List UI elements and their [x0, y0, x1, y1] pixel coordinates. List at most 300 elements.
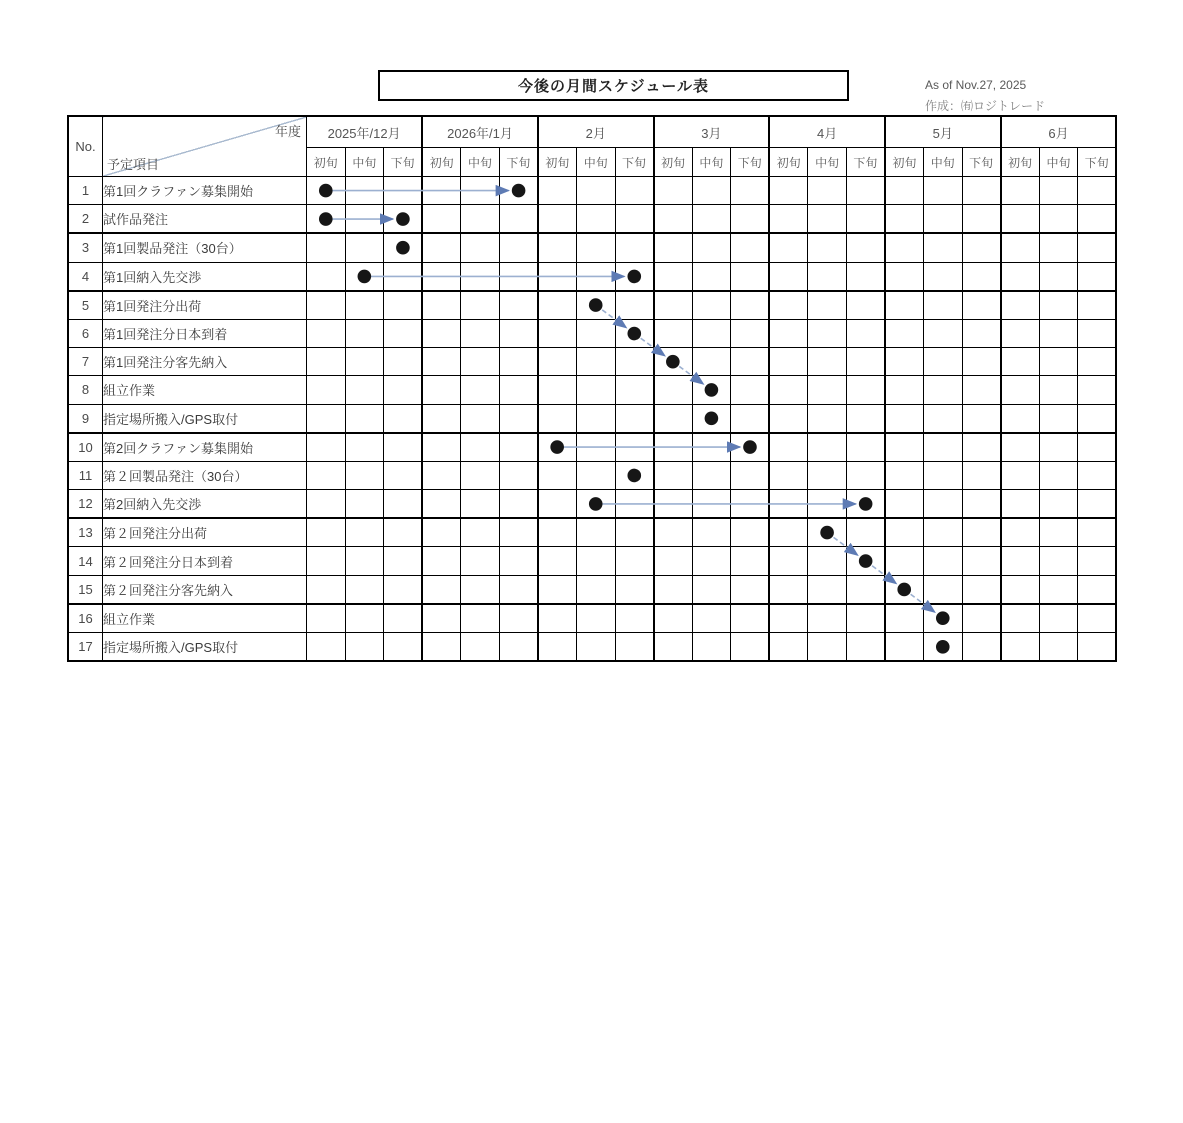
- grid-cell: [962, 518, 1001, 547]
- grid-cell: [615, 291, 654, 320]
- grid-cell: [1001, 233, 1040, 262]
- grid-cell: [1001, 604, 1040, 633]
- grid-cell: [615, 404, 654, 433]
- grid-cell: [461, 490, 500, 519]
- task-label: 第1回発注分日本到着: [103, 319, 307, 347]
- grid-cell: [731, 575, 770, 604]
- grid-cell: [769, 461, 808, 489]
- grid-cell: [461, 262, 500, 291]
- grid-cell: [808, 604, 847, 633]
- grid-cell: [307, 490, 346, 519]
- grid-cell: [962, 348, 1001, 376]
- grid-cell: [422, 177, 461, 205]
- grid-cell: [924, 633, 963, 662]
- grid-cell: [769, 233, 808, 262]
- grid-cell: [692, 291, 731, 320]
- grid-cell: [345, 205, 384, 234]
- grid-cell: [808, 291, 847, 320]
- task-label: 第２回製品発注（30台）: [103, 461, 307, 489]
- grid-cell: [962, 461, 1001, 489]
- task-number: 16: [68, 604, 103, 633]
- grid-cell: [731, 177, 770, 205]
- task-label: 第２回発注分日本到着: [103, 547, 307, 575]
- grid-cell: [962, 262, 1001, 291]
- task-row: [68, 518, 1116, 547]
- grid-cell: [924, 461, 963, 489]
- grid-cell: [384, 633, 423, 662]
- grid-cell: [808, 262, 847, 291]
- grid-cell: [538, 233, 577, 262]
- grid-cell: [1078, 233, 1117, 262]
- grid-cell: [1001, 575, 1040, 604]
- grid-cell: [1039, 291, 1078, 320]
- grid-cell: [885, 233, 924, 262]
- task-row: [68, 633, 1116, 662]
- grid-cell: [654, 604, 693, 633]
- grid-cell: [307, 291, 346, 320]
- task-number: 6: [68, 319, 103, 347]
- grid-cell: [1001, 490, 1040, 519]
- grid-cell: [461, 376, 500, 404]
- task-label: 指定場所搬入/GPS取付: [103, 633, 307, 662]
- grid-cell: [924, 575, 963, 604]
- grid-cell: [384, 177, 423, 205]
- task-row: [68, 433, 1116, 462]
- grid-cell: [307, 348, 346, 376]
- grid-cell: [1001, 404, 1040, 433]
- grid-cell: [731, 348, 770, 376]
- grid-cell: [1078, 177, 1117, 205]
- grid-cell: [808, 404, 847, 433]
- grid-cell: [384, 461, 423, 489]
- grid-cell: [307, 604, 346, 633]
- grid-cell: [731, 404, 770, 433]
- grid-cell: [808, 490, 847, 519]
- grid-cell: [962, 433, 1001, 462]
- grid-cell: [461, 547, 500, 575]
- grid-cell: [345, 518, 384, 547]
- grid-cell: [731, 461, 770, 489]
- grid-cell: [769, 490, 808, 519]
- grid-cell: [846, 348, 885, 376]
- task-label: 第1回製品発注（30台）: [103, 233, 307, 262]
- task-number: 2: [68, 205, 103, 234]
- grid-cell: [1078, 291, 1117, 320]
- grid-cell: [1001, 461, 1040, 489]
- task-number: 8: [68, 376, 103, 404]
- grid-cell: [1078, 348, 1117, 376]
- grid-cell: [499, 547, 538, 575]
- grid-cell: [499, 575, 538, 604]
- grid-cell: [654, 518, 693, 547]
- grid-cell: [692, 547, 731, 575]
- month-header: 5月: [885, 116, 1001, 148]
- grid-cell: [1039, 575, 1078, 604]
- grid-cell: [846, 575, 885, 604]
- grid-cell: [1001, 518, 1040, 547]
- grid-cell: [576, 547, 615, 575]
- grid-cell: [499, 461, 538, 489]
- task-label: 第1回クラファン募集開始: [103, 177, 307, 205]
- grid-cell: [461, 404, 500, 433]
- page-title: [378, 70, 849, 101]
- task-row: [68, 205, 1116, 234]
- grid-cell: [692, 633, 731, 662]
- grid-cell: [846, 547, 885, 575]
- grid-cell: [654, 547, 693, 575]
- grid-cell: [1039, 604, 1078, 633]
- page-title-text: 今後の月間スケジュール表: [517, 78, 710, 95]
- task-label: 組立作業: [103, 376, 307, 404]
- grid-cell: [692, 404, 731, 433]
- period-header: 下旬: [731, 148, 770, 177]
- grid-cell: [461, 205, 500, 234]
- grid-cell: [731, 319, 770, 347]
- grid-cell: [422, 433, 461, 462]
- grid-cell: [461, 633, 500, 662]
- grid-cell: [461, 518, 500, 547]
- grid-cell: [769, 575, 808, 604]
- grid-cell: [384, 518, 423, 547]
- grid-cell: [615, 518, 654, 547]
- grid-cell: [924, 433, 963, 462]
- grid-cell: [692, 177, 731, 205]
- task-label: 第２回発注分客先納入: [103, 575, 307, 604]
- grid-cell: [538, 262, 577, 291]
- grid-cell: [422, 319, 461, 347]
- grid-cell: [345, 547, 384, 575]
- grid-cell: [1039, 177, 1078, 205]
- grid-cell: [422, 490, 461, 519]
- task-label: 試作品発注: [103, 205, 307, 234]
- grid-cell: [1078, 433, 1117, 462]
- grid-cell: [499, 490, 538, 519]
- grid-cell: [924, 518, 963, 547]
- grid-cell: [654, 348, 693, 376]
- grid-cell: [384, 547, 423, 575]
- grid-cell: [885, 291, 924, 320]
- grid-cell: [345, 604, 384, 633]
- grid-cell: [307, 547, 346, 575]
- grid-cell: [654, 205, 693, 234]
- grid-cell: [1039, 547, 1078, 575]
- grid-cell: [692, 518, 731, 547]
- grid-cell: [422, 461, 461, 489]
- grid-cell: [924, 547, 963, 575]
- grid-cell: [692, 604, 731, 633]
- grid-cell: [538, 518, 577, 547]
- grid-cell: [499, 177, 538, 205]
- grid-cell: [615, 604, 654, 633]
- task-label: 指定場所搬入/GPS取付: [103, 404, 307, 433]
- no-column-header: No.: [68, 116, 103, 177]
- grid-cell: [1001, 319, 1040, 347]
- grid-cell: [384, 319, 423, 347]
- grid-cell: [808, 376, 847, 404]
- grid-cell: [962, 319, 1001, 347]
- grid-cell: [422, 604, 461, 633]
- grid-cell: [962, 376, 1001, 404]
- task-number: 1: [68, 177, 103, 205]
- grid-cell: [1078, 547, 1117, 575]
- grid-cell: [1039, 490, 1078, 519]
- grid-cell: [1078, 376, 1117, 404]
- grid-cell: [769, 348, 808, 376]
- grid-cell: [962, 633, 1001, 662]
- grid-cell: [615, 233, 654, 262]
- grid-cell: [345, 433, 384, 462]
- grid-cell: [307, 177, 346, 205]
- task-row: [68, 604, 1116, 633]
- grid-cell: [1078, 575, 1117, 604]
- grid-cell: [962, 291, 1001, 320]
- period-header: 中旬: [1039, 148, 1078, 177]
- grid-cell: [846, 490, 885, 519]
- month-header: 2026年/1月: [422, 116, 538, 148]
- grid-cell: [1039, 262, 1078, 291]
- grid-cell: [1039, 461, 1078, 489]
- grid-cell: [846, 461, 885, 489]
- grid-cell: [615, 348, 654, 376]
- grid-cell: [615, 319, 654, 347]
- grid-cell: [1039, 633, 1078, 662]
- grid-cell: [538, 547, 577, 575]
- grid-cell: [654, 291, 693, 320]
- grid-cell: [461, 433, 500, 462]
- grid-cell: [924, 205, 963, 234]
- grid-cell: [962, 604, 1001, 633]
- grid-cell: [307, 633, 346, 662]
- grid-cell: [808, 205, 847, 234]
- period-header: 中旬: [576, 148, 615, 177]
- grid-cell: [307, 404, 346, 433]
- period-header: 中旬: [345, 148, 384, 177]
- task-number: 3: [68, 233, 103, 262]
- grid-cell: [1001, 262, 1040, 291]
- grid-cell: [345, 461, 384, 489]
- grid-cell: [384, 205, 423, 234]
- grid-cell: [846, 433, 885, 462]
- grid-cell: [615, 633, 654, 662]
- grid-cell: [1078, 461, 1117, 489]
- grid-cell: [654, 633, 693, 662]
- grid-cell: [1078, 490, 1117, 519]
- grid-cell: [1001, 348, 1040, 376]
- grid-cell: [1001, 433, 1040, 462]
- grid-cell: [885, 404, 924, 433]
- task-row: [68, 319, 1116, 347]
- grid-cell: [538, 604, 577, 633]
- grid-cell: [499, 348, 538, 376]
- grid-cell: [345, 404, 384, 433]
- grid-cell: [731, 262, 770, 291]
- grid-cell: [731, 490, 770, 519]
- grid-cell: [461, 291, 500, 320]
- period-header: 中旬: [924, 148, 963, 177]
- grid-cell: [345, 262, 384, 291]
- grid-cell: [654, 177, 693, 205]
- grid-cell: [576, 461, 615, 489]
- task-row: [68, 233, 1116, 262]
- period-header: 初旬: [1001, 148, 1040, 177]
- grid-cell: [307, 376, 346, 404]
- schedule-table: [67, 115, 1117, 662]
- grid-cell: [461, 575, 500, 604]
- grid-cell: [808, 433, 847, 462]
- task-row: [68, 461, 1116, 489]
- grid-cell: [1001, 205, 1040, 234]
- grid-cell: [1078, 633, 1117, 662]
- grid-cell: [576, 433, 615, 462]
- task-label: 第1回納入先交渉: [103, 262, 307, 291]
- grid-cell: [576, 205, 615, 234]
- grid-cell: [384, 348, 423, 376]
- grid-cell: [384, 433, 423, 462]
- grid-cell: [769, 404, 808, 433]
- grid-cell: [1039, 518, 1078, 547]
- task-number: 5: [68, 291, 103, 320]
- grid-cell: [1001, 547, 1040, 575]
- grid-cell: [808, 575, 847, 604]
- task-row: [68, 404, 1116, 433]
- grid-cell: [576, 404, 615, 433]
- grid-cell: [808, 461, 847, 489]
- grid-cell: [962, 490, 1001, 519]
- grid-cell: [769, 291, 808, 320]
- grid-cell: [499, 262, 538, 291]
- grid-cell: [499, 233, 538, 262]
- grid-cell: [461, 348, 500, 376]
- grid-cell: [1039, 205, 1078, 234]
- grid-cell: [769, 433, 808, 462]
- grid-cell: [654, 376, 693, 404]
- grid-cell: [924, 604, 963, 633]
- grid-cell: [1039, 348, 1078, 376]
- grid-cell: [692, 433, 731, 462]
- period-header: 初旬: [307, 148, 346, 177]
- grid-cell: [692, 575, 731, 604]
- grid-cell: [576, 319, 615, 347]
- task-row: [68, 177, 1116, 205]
- grid-cell: [808, 319, 847, 347]
- grid-cell: [731, 633, 770, 662]
- task-number: 15: [68, 575, 103, 604]
- grid-cell: [924, 177, 963, 205]
- grid-cell: [538, 461, 577, 489]
- author-credit: 作成：㈲ロジトレード: [925, 99, 1046, 113]
- task-row: [68, 376, 1116, 404]
- month-header: 3月: [654, 116, 770, 148]
- grid-cell: [499, 518, 538, 547]
- grid-cell: [576, 633, 615, 662]
- grid-cell: [692, 490, 731, 519]
- grid-cell: [615, 177, 654, 205]
- grid-cell: [1039, 433, 1078, 462]
- grid-cell: [345, 376, 384, 404]
- grid-cell: [345, 177, 384, 205]
- grid-cell: [345, 633, 384, 662]
- grid-cell: [654, 575, 693, 604]
- grid-cell: [885, 461, 924, 489]
- grid-cell: [769, 604, 808, 633]
- grid-cell: [731, 205, 770, 234]
- grid-cell: [384, 233, 423, 262]
- task-number: 14: [68, 547, 103, 575]
- grid-cell: [962, 205, 1001, 234]
- grid-cell: [615, 433, 654, 462]
- grid-cell: [538, 177, 577, 205]
- grid-cell: [499, 205, 538, 234]
- grid-cell: [422, 518, 461, 547]
- grid-cell: [345, 575, 384, 604]
- period-header: 下旬: [499, 148, 538, 177]
- grid-cell: [885, 319, 924, 347]
- grid-cell: [962, 233, 1001, 262]
- task-number: 10: [68, 433, 103, 462]
- grid-cell: [924, 262, 963, 291]
- grid-cell: [846, 518, 885, 547]
- grid-cell: [885, 547, 924, 575]
- grid-cell: [846, 376, 885, 404]
- grid-cell: [769, 262, 808, 291]
- grid-cell: [422, 348, 461, 376]
- grid-cell: [808, 518, 847, 547]
- period-header: 中旬: [461, 148, 500, 177]
- grid-cell: [345, 348, 384, 376]
- grid-cell: [1078, 518, 1117, 547]
- grid-cell: [924, 319, 963, 347]
- task-label: 第1回発注分出荷: [103, 291, 307, 320]
- grid-cell: [384, 490, 423, 519]
- grid-cell: [538, 633, 577, 662]
- grid-cell: [576, 604, 615, 633]
- grid-cell: [422, 575, 461, 604]
- grid-cell: [384, 291, 423, 320]
- grid-cell: [654, 319, 693, 347]
- grid-cell: [615, 461, 654, 489]
- month-header: 2月: [538, 116, 654, 148]
- grid-cell: [384, 404, 423, 433]
- grid-cell: [885, 433, 924, 462]
- task-label: 第1回発注分客先納入: [103, 348, 307, 376]
- task-number: 13: [68, 518, 103, 547]
- task-number: 9: [68, 404, 103, 433]
- grid-cell: [924, 291, 963, 320]
- grid-cell: [885, 348, 924, 376]
- task-number: 17: [68, 633, 103, 662]
- grid-cell: [885, 262, 924, 291]
- grid-cell: [461, 177, 500, 205]
- grid-cell: [769, 518, 808, 547]
- grid-cell: [962, 404, 1001, 433]
- grid-cell: [808, 233, 847, 262]
- task-label: 組立作業: [103, 604, 307, 633]
- grid-cell: [846, 404, 885, 433]
- grid-cell: [538, 205, 577, 234]
- grid-cell: [576, 376, 615, 404]
- month-header: 4月: [769, 116, 885, 148]
- grid-cell: [769, 177, 808, 205]
- grid-cell: [808, 177, 847, 205]
- task-label: 第２回発注分出荷: [103, 518, 307, 547]
- grid-cell: [885, 205, 924, 234]
- grid-cell: [1039, 376, 1078, 404]
- grid-cell: [654, 262, 693, 291]
- grid-cell: [769, 319, 808, 347]
- grid-cell: [1039, 404, 1078, 433]
- grid-cell: [846, 319, 885, 347]
- grid-cell: [731, 547, 770, 575]
